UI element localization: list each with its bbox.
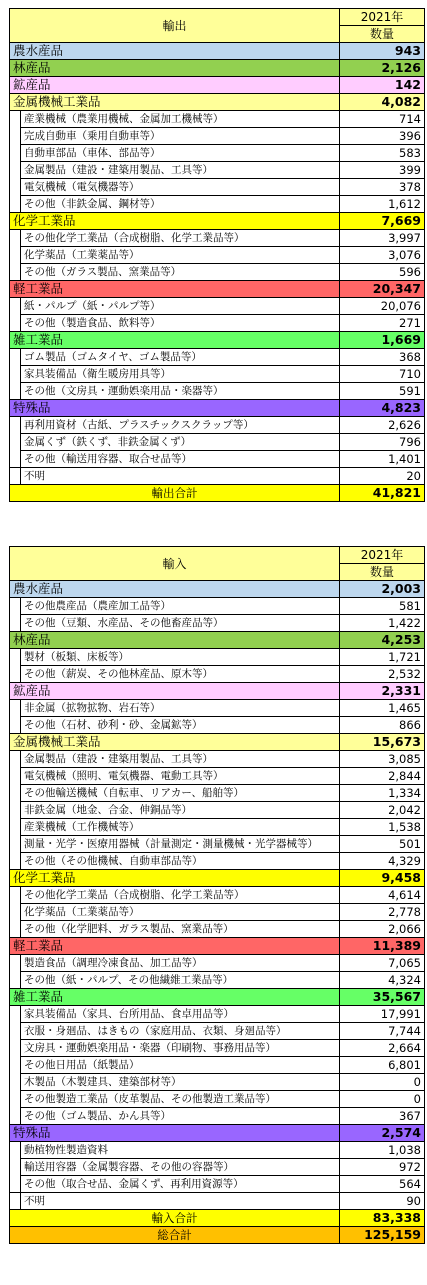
- item-value: 866: [340, 717, 425, 734]
- indent-cell: [10, 230, 21, 247]
- item-name: ゴム製品（ゴムタイヤ、ゴム製品等）: [21, 349, 340, 366]
- item-value: 2,664: [340, 1040, 425, 1057]
- indent-cell: [10, 955, 21, 972]
- item-row: [10, 1176, 425, 1193]
- category-value: 7,669: [340, 213, 425, 230]
- item-value: 4,614: [340, 887, 425, 904]
- indent-cell: [10, 145, 21, 162]
- item-value: 714: [340, 111, 425, 128]
- indent-cell: [10, 179, 21, 196]
- item-row: [10, 904, 425, 921]
- item-row: [10, 1006, 425, 1023]
- item-value: 1,334: [340, 785, 425, 802]
- item-value: 7,065: [340, 955, 425, 972]
- indent-cell: [10, 717, 21, 734]
- item-row: [10, 887, 425, 904]
- unknown-label: 不明: [21, 1193, 340, 1210]
- year-header: 2021年: [340, 9, 425, 26]
- category-name: 特殊品: [10, 400, 340, 417]
- category-value: 2,331: [340, 683, 425, 700]
- category-row: [10, 281, 425, 298]
- indent-cell: [10, 1091, 21, 1108]
- item-value: 367: [340, 1108, 425, 1125]
- item-name: その他（薪炭、その他林産品、原木等）: [21, 666, 340, 683]
- import-table: [9, 546, 425, 1244]
- category-row: [10, 581, 425, 598]
- category-value: 1,669: [340, 332, 425, 349]
- indent-cell: [10, 649, 21, 666]
- item-name: その他（豆類、水産品、その他畜産品等）: [21, 615, 340, 632]
- indent-cell: [10, 264, 21, 281]
- item-row: [10, 666, 425, 683]
- item-row: [10, 700, 425, 717]
- indent-cell: [10, 785, 21, 802]
- category-value: 11,389: [340, 938, 425, 955]
- indent-cell: [10, 751, 21, 768]
- category-row: [10, 77, 425, 94]
- item-value: 2,066: [340, 921, 425, 938]
- item-name: 測量・光学・医療用器械（計量測定・測量機械・光学器械等）: [21, 836, 340, 853]
- indent-cell: [10, 802, 21, 819]
- item-name: その他（ゴム製品、かん具等）: [21, 1108, 340, 1125]
- indent-cell: [10, 451, 21, 468]
- category-row: [10, 683, 425, 700]
- item-name: 自動車部品（車体、部品等）: [21, 145, 340, 162]
- item-row: [10, 128, 425, 145]
- indent-cell: [10, 128, 21, 145]
- item-row: [10, 649, 425, 666]
- category-row: [10, 60, 425, 77]
- indent-cell: [10, 298, 21, 315]
- item-value: 581: [340, 598, 425, 615]
- item-name: その他日用品（紙製品）: [21, 1057, 340, 1074]
- item-name: その他化学工業品（合成樹脂、化学工業品等）: [21, 230, 340, 247]
- item-value: 0: [340, 1074, 425, 1091]
- category-name: 化学工業品: [10, 870, 340, 887]
- indent-cell: [10, 836, 21, 853]
- category-name: 軽工業品: [10, 281, 340, 298]
- item-name: 化学薬品（工業薬品等）: [21, 904, 340, 921]
- item-row: [10, 366, 425, 383]
- item-name: その他化学工業品（合成樹脂、化学工業品等）: [21, 887, 340, 904]
- quantity-header: 数量: [340, 26, 425, 43]
- item-row: [10, 162, 425, 179]
- item-name: 木製品（木製建具、建築部材等）: [21, 1074, 340, 1091]
- grand-total-label: 総合計: [10, 1227, 340, 1244]
- item-name: 家具装備品（家具、台所用品、食卓用品等）: [21, 1006, 340, 1023]
- indent-cell: [10, 819, 21, 836]
- item-row: [10, 955, 425, 972]
- indent-cell: [10, 615, 21, 632]
- category-name: 雑工業品: [10, 989, 340, 1006]
- item-value: 378: [340, 179, 425, 196]
- category-name: 金属機械工業品: [10, 94, 340, 111]
- item-name: 動植物性製造資料: [21, 1142, 340, 1159]
- category-value: 943: [340, 43, 425, 60]
- item-name: その他（その他機械、自動車部品等）: [21, 853, 340, 870]
- item-name: その他（製造食品、飲料等）: [21, 315, 340, 332]
- item-row: [10, 598, 425, 615]
- indent-cell: [10, 1074, 21, 1091]
- category-value: 2,574: [340, 1125, 425, 1142]
- indent-cell: [10, 1176, 21, 1193]
- unknown-row: [10, 468, 425, 485]
- item-value: 972: [340, 1159, 425, 1176]
- item-row: [10, 751, 425, 768]
- item-name: その他（輸送用容器、取合せ品等）: [21, 451, 340, 468]
- indent-cell: [10, 972, 21, 989]
- export-table: [9, 8, 425, 502]
- item-value: 20,076: [340, 298, 425, 315]
- year-header: 2021年: [340, 547, 425, 564]
- indent-cell: [10, 247, 21, 264]
- category-row: [10, 938, 425, 955]
- item-row: [10, 298, 425, 315]
- indent-cell: [10, 1142, 21, 1159]
- item-row: [10, 1023, 425, 1040]
- category-row: [10, 989, 425, 1006]
- item-name: 電気機械（電気機器等）: [21, 179, 340, 196]
- indent-cell: [10, 417, 21, 434]
- category-name: 鉱産品: [10, 77, 340, 94]
- item-row: [10, 230, 425, 247]
- indent-cell: [10, 887, 21, 904]
- item-name: その他輸送機械（自転車、リアカー、船舶等）: [21, 785, 340, 802]
- category-name: 林産品: [10, 60, 340, 77]
- item-row: [10, 1142, 425, 1159]
- item-row: [10, 247, 425, 264]
- item-name: 非金属（拡物拡物、岩石等）: [21, 700, 340, 717]
- item-value: 796: [340, 434, 425, 451]
- category-value: 2,003: [340, 581, 425, 598]
- item-value: 564: [340, 1176, 425, 1193]
- item-row: [10, 179, 425, 196]
- item-row: [10, 1159, 425, 1176]
- indent-cell: [10, 700, 21, 717]
- indent-cell: [10, 921, 21, 938]
- item-value: 1,538: [340, 819, 425, 836]
- indent-cell: [10, 853, 21, 870]
- item-row: [10, 417, 425, 434]
- unknown-label: 不明: [21, 468, 340, 485]
- total-row: [10, 1210, 425, 1227]
- indent-cell: [10, 1040, 21, 1057]
- item-name: 金属製品（建設・建築用製品、工具等）: [21, 751, 340, 768]
- indent-cell: [10, 598, 21, 615]
- item-value: 3,997: [340, 230, 425, 247]
- indent-cell: [10, 768, 21, 785]
- category-value: 142: [340, 77, 425, 94]
- indent-cell: [10, 434, 21, 451]
- item-value: 2,042: [340, 802, 425, 819]
- total-label: 輸入合計: [10, 1210, 340, 1227]
- item-value: 1,721: [340, 649, 425, 666]
- table-title: 輸出: [10, 9, 340, 43]
- item-value: 1,401: [340, 451, 425, 468]
- item-row: [10, 383, 425, 400]
- item-row: [10, 1091, 425, 1108]
- category-value: 2,126: [340, 60, 425, 77]
- item-value: 6,801: [340, 1057, 425, 1074]
- item-value: 501: [340, 836, 425, 853]
- category-name: 鉱産品: [10, 683, 340, 700]
- item-name: 完成自動車（乗用自動車等）: [21, 128, 340, 145]
- item-name: その他（非鉄金属、鋼材等）: [21, 196, 340, 213]
- item-name: 文房具・運動娯楽用品・楽器（印刷物、事務用品等）: [21, 1040, 340, 1057]
- item-row: [10, 315, 425, 332]
- item-row: [10, 264, 425, 281]
- header-row: [10, 547, 425, 564]
- item-value: 2,778: [340, 904, 425, 921]
- category-value: 4,253: [340, 632, 425, 649]
- grand-total-value: 125,159: [340, 1227, 425, 1244]
- category-name: 農水産品: [10, 581, 340, 598]
- item-value: 583: [340, 145, 425, 162]
- item-value: 4,324: [340, 972, 425, 989]
- item-row: [10, 819, 425, 836]
- item-row: [10, 111, 425, 128]
- category-name: 雑工業品: [10, 332, 340, 349]
- category-row: [10, 43, 425, 60]
- indent-cell: [10, 162, 21, 179]
- item-name: その他（文房具・運動娯楽用品・楽器等）: [21, 383, 340, 400]
- item-name: 非鉄金属（地金、合金、伸銅品等）: [21, 802, 340, 819]
- indent-cell: [10, 366, 21, 383]
- item-name: その他（取合せ品、金属くず、再利用資源等）: [21, 1176, 340, 1193]
- category-row: [10, 870, 425, 887]
- item-value: 2,626: [340, 417, 425, 434]
- grand-total-row: [10, 1227, 425, 1244]
- item-value: 710: [340, 366, 425, 383]
- item-name: 電気機械（照明、電気機器、電動工具等）: [21, 768, 340, 785]
- indent-cell: [10, 315, 21, 332]
- item-value: 3,076: [340, 247, 425, 264]
- item-row: [10, 972, 425, 989]
- indent-cell: [10, 196, 21, 213]
- item-value: 17,991: [340, 1006, 425, 1023]
- item-row: [10, 145, 425, 162]
- indent-cell: [10, 383, 21, 400]
- indent-cell: [10, 1023, 21, 1040]
- item-row: [10, 1057, 425, 1074]
- item-value: 0: [340, 1091, 425, 1108]
- item-row: [10, 785, 425, 802]
- header-row: [10, 9, 425, 26]
- item-name: 輸送用容器（金属製容器、その他の容器等）: [21, 1159, 340, 1176]
- item-name: その他（石材、砂利・砂、金属鉱等）: [21, 717, 340, 734]
- item-row: [10, 853, 425, 870]
- indent-cell: [10, 349, 21, 366]
- item-name: 衣服・身廻品、はきもの（家庭用品、衣類、身廻品等）: [21, 1023, 340, 1040]
- item-row: [10, 349, 425, 366]
- item-value: 396: [340, 128, 425, 145]
- category-value: 35,567: [340, 989, 425, 1006]
- total-label: 輸出合計: [10, 485, 340, 502]
- item-name: その他製造工業品（皮革製品、その他製造工業品等）: [21, 1091, 340, 1108]
- item-row: [10, 717, 425, 734]
- indent-cell: [10, 666, 21, 683]
- item-row: [10, 615, 425, 632]
- unknown-row: [10, 1193, 425, 1210]
- category-name: 林産品: [10, 632, 340, 649]
- item-name: 再利用資材（古紙、プラスチックスクラップ等）: [21, 417, 340, 434]
- item-row: [10, 1040, 425, 1057]
- indent-cell: [10, 468, 21, 485]
- item-name: 製材（板類、床板等）: [21, 649, 340, 666]
- category-value: 9,458: [340, 870, 425, 887]
- item-row: [10, 196, 425, 213]
- category-name: 軽工業品: [10, 938, 340, 955]
- category-row: [10, 213, 425, 230]
- indent-cell: [10, 1159, 21, 1176]
- item-value: 1,038: [340, 1142, 425, 1159]
- category-row: [10, 400, 425, 417]
- item-value: 2,844: [340, 768, 425, 785]
- item-name: その他（ガラス製品、窯業品等）: [21, 264, 340, 281]
- total-value: 83,338: [340, 1210, 425, 1227]
- item-value: 368: [340, 349, 425, 366]
- category-name: 化学工業品: [10, 213, 340, 230]
- item-name: その他（紙・パルプ、その他繊維工業品等）: [21, 972, 340, 989]
- category-name: 特殊品: [10, 1125, 340, 1142]
- item-name: 産業機械（農業用機械、金属加工機械等）: [21, 111, 340, 128]
- item-value: 4,329: [340, 853, 425, 870]
- item-name: 金属製品（建設・建築用製品、工具等）: [21, 162, 340, 179]
- category-value: 4,823: [340, 400, 425, 417]
- item-row: [10, 434, 425, 451]
- item-value: 2,532: [340, 666, 425, 683]
- item-value: 1,465: [340, 700, 425, 717]
- indent-cell: [10, 1108, 21, 1125]
- item-value: 7,744: [340, 1023, 425, 1040]
- total-value: 41,821: [340, 485, 425, 502]
- item-name: 産業機械（工作機械等）: [21, 819, 340, 836]
- indent-cell: [10, 1006, 21, 1023]
- category-value: 15,673: [340, 734, 425, 751]
- table-title: 輸入: [10, 547, 340, 581]
- item-value: 399: [340, 162, 425, 179]
- category-value: 4,082: [340, 94, 425, 111]
- item-value: 1,612: [340, 196, 425, 213]
- item-row: [10, 921, 425, 938]
- item-name: 化学薬品（工業薬品等）: [21, 247, 340, 264]
- indent-cell: [10, 1057, 21, 1074]
- category-row: [10, 734, 425, 751]
- item-name: 金属くず（鉄くず、非鉄金属くず）: [21, 434, 340, 451]
- category-row: [10, 632, 425, 649]
- category-row: [10, 1125, 425, 1142]
- item-row: [10, 768, 425, 785]
- item-value: 271: [340, 315, 425, 332]
- total-row: [10, 485, 425, 502]
- item-value: 596: [340, 264, 425, 281]
- item-name: 製造食品（調理冷凍食品、加工品等）: [21, 955, 340, 972]
- indent-cell: [10, 1193, 21, 1210]
- item-row: [10, 1108, 425, 1125]
- indent-cell: [10, 111, 21, 128]
- item-row: [10, 1074, 425, 1091]
- item-name: その他（化学肥料、ガラス製品、窯業品等）: [21, 921, 340, 938]
- item-value: 1,422: [340, 615, 425, 632]
- item-name: その他農産品（農産加工品等）: [21, 598, 340, 615]
- item-value: 591: [340, 383, 425, 400]
- item-name: 紙・パルプ（紙・パルプ等）: [21, 298, 340, 315]
- category-name: 農水産品: [10, 43, 340, 60]
- unknown-value: 20: [340, 468, 425, 485]
- category-row: [10, 94, 425, 111]
- category-name: 金属機械工業品: [10, 734, 340, 751]
- item-value: 3,085: [340, 751, 425, 768]
- item-row: [10, 451, 425, 468]
- category-value: 20,347: [340, 281, 425, 298]
- category-row: [10, 332, 425, 349]
- item-row: [10, 836, 425, 853]
- unknown-value: 90: [340, 1193, 425, 1210]
- item-row: [10, 802, 425, 819]
- indent-cell: [10, 904, 21, 921]
- item-name: 家具装備品（衛生暖房用具等）: [21, 366, 340, 383]
- quantity-header: 数量: [340, 564, 425, 581]
